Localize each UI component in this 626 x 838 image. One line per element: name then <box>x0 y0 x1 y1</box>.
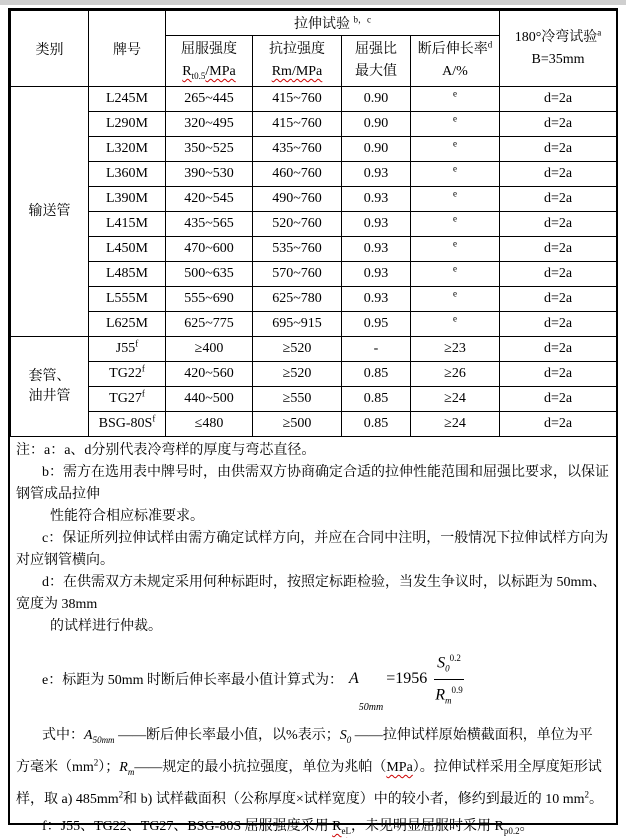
grade-cell: L625M <box>89 312 166 337</box>
elongation-footnote: d <box>487 39 493 50</box>
formula-equals: =1956 <box>386 670 428 688</box>
header-tensile-group <box>166 11 500 36</box>
table-row <box>11 312 617 337</box>
elongation-note-ref: e <box>453 138 457 149</box>
table-row <box>11 112 617 137</box>
yield-symbol-base: R <box>182 64 192 79</box>
note-text: ——断后伸长率最小值，以%表示； <box>114 728 340 744</box>
note-text: b：需方在选用表中牌号时，由供需双方协商确定合适的拉伸性能范围和屈强比要求，以保证 <box>42 465 609 480</box>
elongation-note-ref: e <box>453 313 457 324</box>
elongation-note-ref: e <box>453 113 457 124</box>
yield-strength-cell: ≤480 <box>166 412 253 437</box>
bend-test-cell: d=2a <box>500 287 617 312</box>
footnote-line <box>14 528 610 550</box>
elongation-cell <box>411 187 500 212</box>
elongation-cell <box>411 237 500 262</box>
yield-strength-cell: 435~565 <box>166 212 253 237</box>
tensile-symbol-base: Rm <box>271 64 292 79</box>
formula-variable: A <box>349 670 359 688</box>
note-text: 宽度为 38mm <box>16 597 98 612</box>
table-body <box>11 87 617 437</box>
mechanical-properties-table <box>10 10 617 437</box>
grade-cell: TG22$^f$ <box>89 362 166 387</box>
table-row <box>11 187 617 212</box>
denominator-exp: 0.9 <box>451 684 463 695</box>
numerator-exp: 0.2 <box>449 653 461 663</box>
grade-footnote: f <box>141 388 145 399</box>
note-text: 0 <box>346 734 352 745</box>
bend-test-cell: d=2a <box>500 137 617 162</box>
grade-cell: TG27$^f$ <box>89 387 166 412</box>
footnote-line <box>14 648 610 714</box>
note-text: c：保证所列拉伸试样由需方确定试样方向，并应在合同中注明，一般情况下拉伸试样方向为 <box>42 531 609 546</box>
tensile-strength-cell: ≥550 <box>253 387 342 412</box>
denominator-base: R <box>435 685 446 703</box>
note-text: A <box>84 728 93 744</box>
grade-cell: L390M <box>89 187 166 212</box>
bend-test-cell: d=2a <box>500 262 617 287</box>
note-text: ——拉伸试样原始横截面积，单位为平 <box>351 728 593 744</box>
yield-ratio-cell: 0.90 <box>342 87 411 112</box>
tensile-strength-cell: 415~760 <box>253 112 342 137</box>
header-yield-ratio <box>342 36 411 87</box>
denominator-sub: m <box>445 695 452 706</box>
header-grade-label: 牌号 <box>113 42 141 58</box>
table-row <box>11 337 617 362</box>
elongation-symbol: A/% <box>442 64 468 79</box>
table-row <box>11 287 617 312</box>
yield-symbol-unit: /MPa <box>205 64 236 79</box>
note-text: d：在供需双方未规定采用何种标距时，按照定标距检验，当发生争议时，以标距为 50mm、 <box>42 575 607 590</box>
note-text: 。 <box>589 792 603 808</box>
bend-test-cell: d=2a <box>500 212 617 237</box>
elongation-note-ref: e <box>453 213 457 224</box>
note-text: f：J55、TG22、TG27、BSG-80S 屈服强度采用 <box>42 819 333 835</box>
yield-ratio-cell: 0.90 <box>342 112 411 137</box>
elongation-note-ref: e <box>453 88 457 99</box>
grade-cell: L415M <box>89 212 166 237</box>
note-text: e：标距为 50mm 时断后伸长率最小值计算式为： <box>42 673 343 689</box>
footnote-line <box>14 816 610 838</box>
yield-ratio-cell: 0.93 <box>342 162 411 187</box>
tensile-strength-cell: 625~780 <box>253 287 342 312</box>
yield-ratio-cell: 0.93 <box>342 212 411 237</box>
note-text: R <box>119 760 128 776</box>
yield-ratio-cell: 0.93 <box>342 237 411 262</box>
yield-strength-cell: ≥400 <box>166 337 253 362</box>
yield-ratio-label: 屈强比 <box>355 42 397 57</box>
formula-numerator <box>434 648 464 680</box>
footnote-line <box>14 506 610 528</box>
note-text: R <box>332 819 342 835</box>
yield-strength-cell: 625~775 <box>166 312 253 337</box>
tensile-strength-cell: 535~760 <box>253 237 342 262</box>
elongation-note-ref: e <box>453 288 457 299</box>
footnote-line <box>14 440 610 462</box>
table-row <box>11 87 617 112</box>
note-text: 式中： <box>42 728 84 744</box>
tensile-strength-cell: 490~760 <box>253 187 342 212</box>
bend-test-footnote: a <box>597 26 602 37</box>
yield-ratio-cell: 0.93 <box>342 187 411 212</box>
grade-footnote: f <box>135 338 139 349</box>
grade-cell: BSG-80S$^f$ <box>89 412 166 437</box>
footnote-line <box>14 550 610 572</box>
note-text: 性能符合相应标准要求。 <box>50 509 204 524</box>
standard-table-sheet <box>8 8 618 836</box>
numerator-sub: 0 <box>445 663 450 674</box>
note-text: p0.2 <box>503 825 520 836</box>
footnote-line <box>14 484 610 506</box>
category-cell: 套管、 油井管 <box>11 337 89 437</box>
tensile-strength-cell: 570~760 <box>253 262 342 287</box>
yield-ratio-max: 最大值 <box>355 64 397 79</box>
category-cell: 输送管 <box>11 87 89 337</box>
footnote-line <box>14 720 610 752</box>
tensile-strength-cell: ≥520 <box>253 362 342 387</box>
elongation-note-ref: e <box>453 188 457 199</box>
elongation-note-ref: e <box>453 263 457 274</box>
bend-test-cell: d=2a <box>500 187 617 212</box>
note-text: 50mm <box>92 734 115 745</box>
yield-strength-cell: 440~500 <box>166 387 253 412</box>
note-text: S <box>339 728 347 744</box>
yield-strength-cell: 350~525 <box>166 137 253 162</box>
elongation-formula <box>349 648 466 714</box>
grade-cell: L360M <box>89 162 166 187</box>
elongation-cell <box>411 112 500 137</box>
formula-variable-sub: 50mm <box>358 702 384 714</box>
tensile-group-footnote: b，c <box>353 14 371 25</box>
note-text: m <box>127 766 135 777</box>
grade-cell: J55$^f$ <box>89 337 166 362</box>
note-text: ，未见明显屈服时采用 R <box>350 819 504 835</box>
bend-test-label: 180°冷弯试验 <box>514 29 598 45</box>
table-row <box>11 387 617 412</box>
note-text: eL <box>341 825 351 836</box>
bend-test-cell: d=2a <box>500 362 617 387</box>
footnote-line <box>14 572 610 594</box>
numerator-base: S <box>437 654 446 672</box>
footnotes-section <box>10 437 616 838</box>
elongation-cell <box>411 87 500 112</box>
header-category <box>11 11 89 87</box>
yield-strength-cell: 420~545 <box>166 187 253 212</box>
elongation-cell: ≥24 <box>411 412 500 437</box>
elongation-cell <box>411 162 500 187</box>
note-text: ）； <box>98 760 120 776</box>
grade-cell: L450M <box>89 237 166 262</box>
yield-strength-symbol <box>182 64 235 79</box>
elongation-cell: ≥24 <box>411 387 500 412</box>
bend-test-cell: d=2a <box>500 312 617 337</box>
header-category-label: 类别 <box>35 42 64 58</box>
bend-test-cell: d=2a <box>500 387 617 412</box>
page-top-strip <box>0 0 626 5</box>
elongation-cell <box>411 212 500 237</box>
tensile-strength-cell: 435~760 <box>253 137 342 162</box>
grade-footnote: f <box>152 413 156 424</box>
tensile-strength-cell: 415~760 <box>253 87 342 112</box>
tensile-strength-cell: 460~760 <box>253 162 342 187</box>
grade-cell: L555M <box>89 287 166 312</box>
table-row <box>11 137 617 162</box>
header-tensile-strength <box>253 36 342 87</box>
tensile-strength-symbol <box>272 64 323 79</box>
footnote-line <box>14 594 610 616</box>
bend-test-cell: d=2a <box>500 237 617 262</box>
table-row <box>11 412 617 437</box>
footnote-line <box>14 784 610 816</box>
yield-strength-cell: 420~560 <box>166 362 253 387</box>
header-row-group <box>11 11 617 36</box>
elongation-cell: ≥26 <box>411 362 500 387</box>
table-row <box>11 212 617 237</box>
note-text: 和 b) 试样截面积（公称厚度×试样宽度）中的较小者，修约到最近的 10 mm <box>123 792 585 808</box>
tensile-strength-cell: ≥520 <box>253 337 342 362</box>
formula-denominator <box>432 680 466 711</box>
footnote-line <box>14 752 610 784</box>
bend-test-cell: d=2a <box>500 162 617 187</box>
tensile-strength-cell: 520~760 <box>253 212 342 237</box>
note-text: 2 <box>584 789 589 800</box>
note-text: 2 <box>93 757 99 768</box>
header-yield-strength <box>166 36 253 87</box>
note-text: 。 <box>519 819 534 835</box>
elongation-cell: ≥23 <box>411 337 500 362</box>
grade-cell: L245M <box>89 87 166 112</box>
note-text: 样，取 a) 485mm <box>16 792 119 808</box>
table-row <box>11 237 617 262</box>
elongation-cell <box>411 262 500 287</box>
tensile-symbol-unit: /MPa <box>291 64 323 79</box>
yield-strength-cell: 500~635 <box>166 262 253 287</box>
grade-cell: L320M <box>89 137 166 162</box>
elongation-label: 断后伸长率 <box>417 42 488 57</box>
bend-test-cell: d=2a <box>500 412 617 437</box>
elongation-cell <box>411 137 500 162</box>
bend-test-cell: d=2a <box>500 112 617 137</box>
note-text: 注：a：a、d分别代表冷弯样的厚度与弯芯直径。 <box>16 443 316 458</box>
elongation-cell <box>411 312 500 337</box>
note-text: 的试样进行仲裁。 <box>50 619 162 634</box>
yield-strength-cell: 470~600 <box>166 237 253 262</box>
bend-test-param: B=35mm <box>531 51 585 67</box>
tensile-strength-cell: 695~915 <box>253 312 342 337</box>
header-grade <box>89 11 166 87</box>
yield-ratio-cell: 0.85 <box>342 362 411 387</box>
header-bend-test <box>500 11 617 87</box>
grade-footnote: f <box>141 363 145 374</box>
note-text: MPa <box>386 760 413 776</box>
yield-ratio-cell: 0.95 <box>342 312 411 337</box>
note-text: 2 <box>118 789 124 800</box>
yield-ratio-cell: 0.85 <box>342 412 411 437</box>
yield-ratio-cell: 0.90 <box>342 137 411 162</box>
yield-ratio-cell: 0.93 <box>342 262 411 287</box>
header-elongation <box>411 36 500 87</box>
yield-strength-label: 屈服强度 <box>181 42 237 57</box>
yield-ratio-cell: 0.93 <box>342 287 411 312</box>
note-text: ）。拉伸试样采用全厚度矩形试 <box>412 760 602 776</box>
tensile-strength-label: 抗拉强度 <box>269 42 325 57</box>
note-text: 钢管成品拉伸 <box>16 487 100 502</box>
footnote-line <box>14 462 610 484</box>
table-row <box>11 262 617 287</box>
note-text: 方毫米（mm <box>16 760 94 776</box>
table-row <box>11 362 617 387</box>
bend-test-cell: d=2a <box>500 87 617 112</box>
table-row <box>11 162 617 187</box>
tensile-strength-cell: ≥500 <box>253 412 342 437</box>
yield-symbol-sub: t0.5 <box>191 70 206 81</box>
yield-strength-cell: 320~495 <box>166 112 253 137</box>
formula-fraction <box>432 648 466 710</box>
bend-test-cell: d=2a <box>500 337 617 362</box>
note-text: ——规定的最小抗拉强度，单位为兆帕（ <box>134 760 387 776</box>
note-text: 对应钢管横向。 <box>16 553 114 568</box>
yield-strength-cell: 390~530 <box>166 162 253 187</box>
elongation-note-ref: e <box>453 238 457 249</box>
grade-cell: L290M <box>89 112 166 137</box>
yield-ratio-cell: 0.85 <box>342 387 411 412</box>
yield-strength-cell: 555~690 <box>166 287 253 312</box>
footnote-line <box>14 616 610 638</box>
elongation-cell <box>411 287 500 312</box>
grade-cell: L485M <box>89 262 166 287</box>
yield-ratio-cell: - <box>342 337 411 362</box>
yield-strength-cell: 265~445 <box>166 87 253 112</box>
elongation-note-ref: e <box>453 163 457 174</box>
tensile-group-label: 拉伸试验 <box>294 17 350 32</box>
